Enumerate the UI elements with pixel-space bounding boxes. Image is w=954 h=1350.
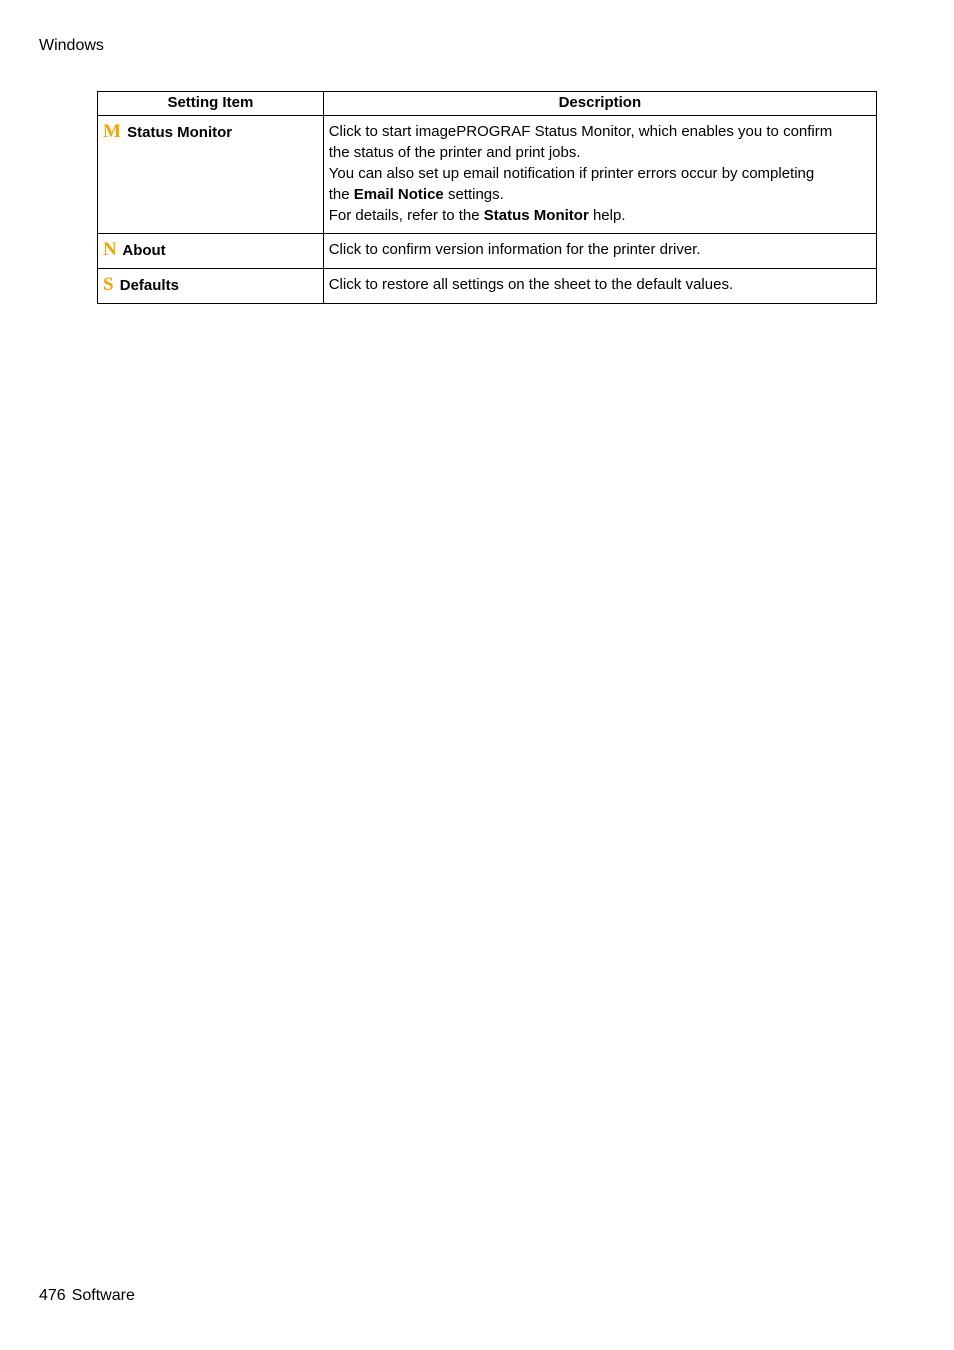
- description-text: settings.: [443, 186, 504, 203]
- bold-term-status-monitor: Status Monitor: [483, 207, 589, 224]
- settings-table: [97, 91, 877, 304]
- setting-item-label: Defaults: [119, 277, 179, 294]
- description-cell: Click to restore all settings on the sheet to the default values.: [323, 269, 876, 304]
- setting-item-label: About: [122, 242, 166, 259]
- description-line: [329, 205, 871, 226]
- description-line: the status of the printer and print jobs.: [328, 144, 581, 161]
- page-header-section: Windows: [39, 37, 104, 54]
- page-number: 476: [39, 1287, 66, 1304]
- table-row: [98, 116, 877, 234]
- marker-letter: M: [103, 121, 121, 142]
- marker-letter: N: [103, 239, 117, 260]
- footer-section: Software: [71, 1287, 135, 1304]
- marker-letter: S: [103, 274, 114, 295]
- setting-item-label: Status Monitor: [127, 124, 233, 141]
- description-cell: [323, 116, 876, 234]
- description-line: [329, 184, 871, 205]
- column-header-setting-item: Setting Item: [98, 92, 324, 116]
- setting-item-cell: [98, 269, 324, 304]
- setting-item-cell: [98, 116, 324, 234]
- setting-item-cell: [98, 234, 324, 269]
- table-header-row: [98, 92, 877, 116]
- column-header-description: Description: [323, 92, 876, 116]
- description-line: You can also set up email notification if printer errors occur by completing: [328, 165, 815, 182]
- description-cell: Click to confirm version information for the printer driver.: [323, 234, 876, 269]
- description-text: the: [328, 186, 354, 203]
- bold-term-email-notice: Email Notice: [353, 186, 444, 203]
- page-footer: [39, 1287, 135, 1305]
- description-line: Click to start imagePROGRAF Status Monitor, which enables you to confirm: [328, 123, 833, 140]
- description-text: help.: [588, 207, 626, 224]
- description-text: For details, refer to the: [328, 207, 484, 224]
- table-row: [98, 234, 877, 269]
- table-row: [98, 269, 877, 304]
